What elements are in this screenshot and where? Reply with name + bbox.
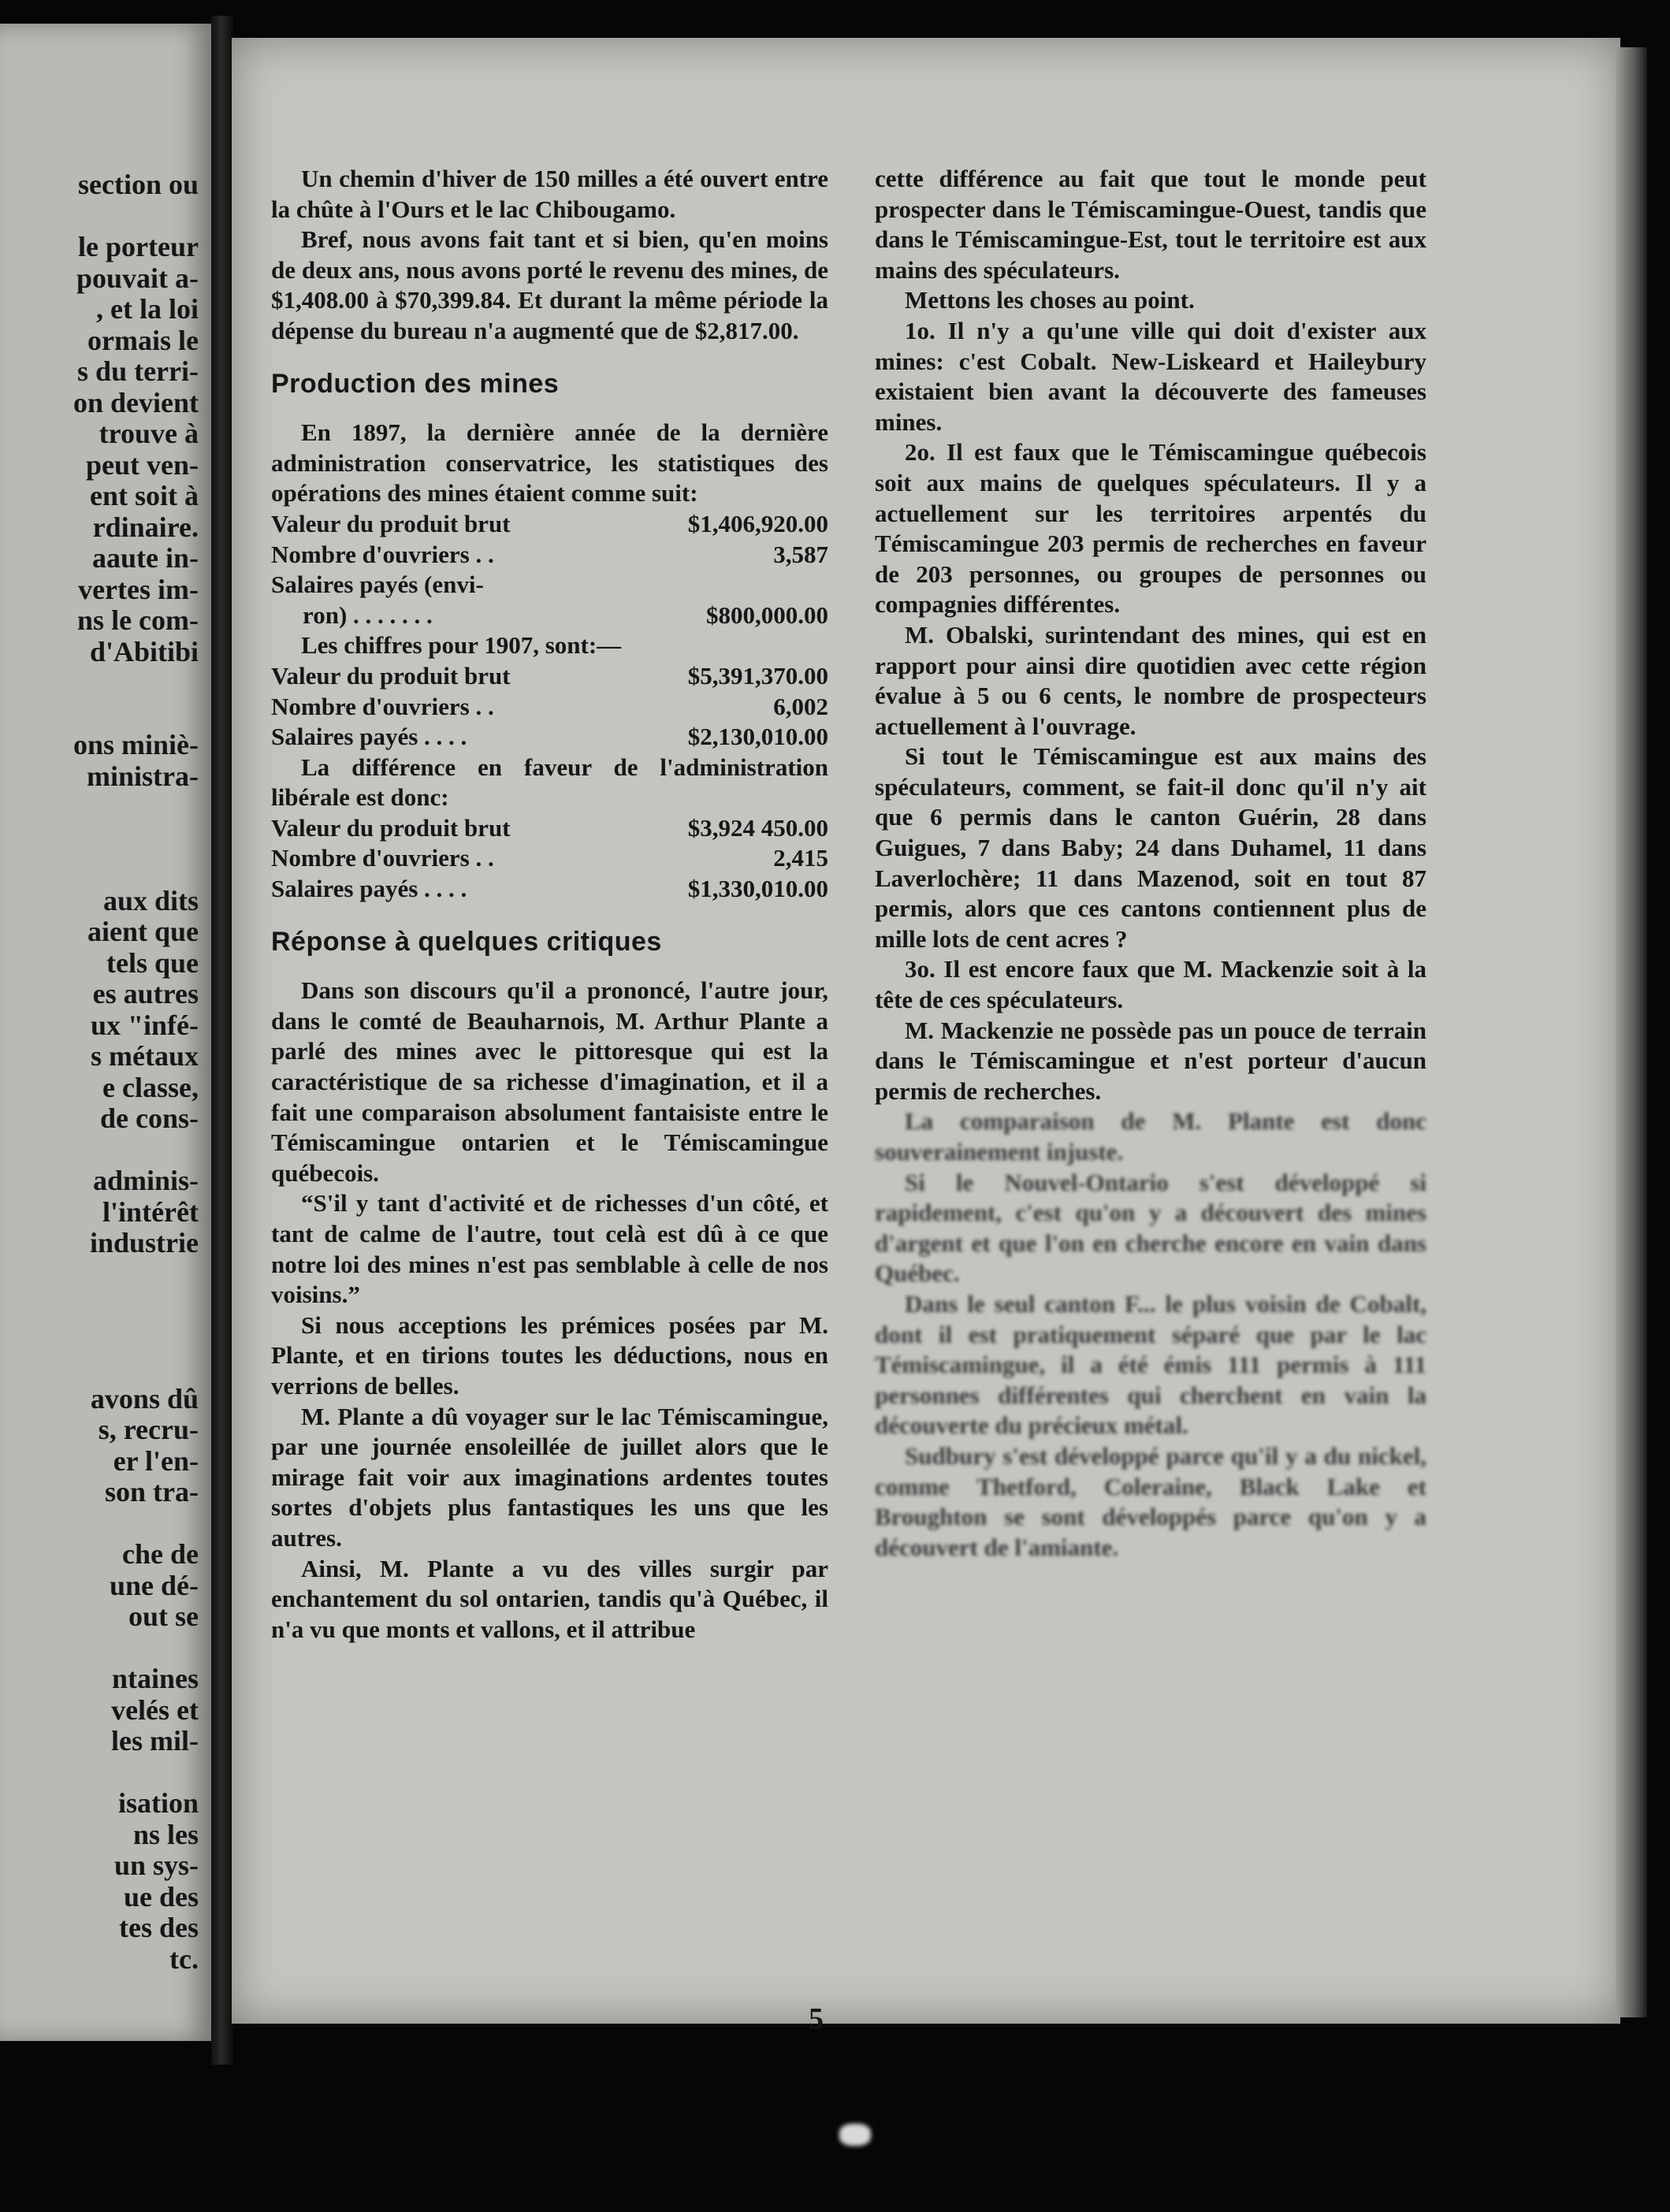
- left-fragment-line: peut ven-: [86, 448, 199, 481]
- left-fragment-line: che de: [122, 1538, 199, 1570]
- stat-label: ron) . . . . . . .: [303, 600, 433, 629]
- stat-value: 2,415: [773, 844, 828, 872]
- left-fragment-line: de cons-: [100, 1102, 199, 1134]
- paragraph: M. Plante a dû voyager sur le lac Témiscamingue, par une journée ensoleillée de juillet alors que le mirage fait voir aux imaginations ardentes toutes sortes d'objets plus fantastiques les uns que les autres.: [271, 1402, 828, 1552]
- paragraph: 2o. Il est faux que le Témiscamingue québecois soit aux mains de quelques spéculateurs. Il y a actuellement sur les territoires arpentés du Témiscamingue 203 permis de recherches en faveur de 203 personnes, ou groupes de personnes ou compagnies différentes.: [875, 438, 1426, 619]
- paragraph: cette différence au fait que tout le monde peut prospecter dans le Témiscamingue-Ouest, tandis que dans le Témiscamingue-Est, tout le territoire est aux mains des spéculateurs.: [875, 165, 1426, 284]
- stat-row: [271, 874, 828, 905]
- left-fragment-line: [0, 1757, 199, 1789]
- left-fragment-line: ormais le: [87, 324, 199, 356]
- left-fragment-line: ministra-: [87, 760, 199, 792]
- left-fragment-line: trouve à: [99, 418, 199, 449]
- left-fragment-line: section ou: [78, 169, 199, 200]
- stat-value: 6,002: [773, 692, 828, 720]
- stat-label: Nombre d'ouvriers . .: [271, 692, 494, 720]
- stat-row: [271, 600, 828, 631]
- binding-gutter: [211, 16, 233, 2065]
- stat-label: Nombre d'ouvriers . .: [271, 844, 494, 872]
- left-fragment-line: ons miniè-: [73, 729, 199, 760]
- stat-row: [271, 692, 828, 723]
- stat-value: $1,406,920.00: [687, 509, 828, 537]
- stat-label: Valeur du produit brut: [271, 813, 511, 842]
- left-fragment-line: industrie: [89, 1227, 199, 1258]
- left-fragment-line: [0, 1633, 199, 1664]
- stats-table-1907: [271, 661, 828, 753]
- left-fragment-line: [0, 667, 199, 699]
- left-fragment-line: out se: [128, 1600, 199, 1632]
- stat-label: Salaires payés (envi-: [271, 571, 484, 599]
- stat-value: 3,587: [773, 540, 828, 568]
- left-page-text: [0, 169, 199, 1975]
- stat-row: [271, 540, 828, 571]
- left-fragment-line: [0, 1135, 199, 1166]
- paragraph: Un chemin d'hiver de 150 milles a été ouvert entre la chûte à l'Ours et le lac Chibougamo.: [271, 165, 828, 223]
- paragraph: Bref, nous avons fait tant et si bien, qu'en moins de deux ans, nous avons porté le revenu des mines, de $1,408.00 à $70,399.84. Et durant la même période la dépense du bureau n'a augmenté que de $2,817.00.: [271, 225, 828, 344]
- stat-row: [271, 813, 828, 844]
- paragraph: En 1897, la dernière année de la dernière administration conservatrice, les statistiques des opérations des mines étaient comme suit:: [271, 418, 828, 507]
- left-fragment-line: [0, 1259, 199, 1291]
- section-heading: Réponse à quelques critiques: [271, 926, 662, 957]
- left-fragment-line: [0, 1508, 199, 1540]
- paragraph: 3o. Il est encore faux que M. Mackenzie soit à la tête de ces spéculateurs.: [875, 955, 1426, 1014]
- left-fragment-line: , et la loi: [96, 293, 199, 325]
- left-fragment-line: un sys-: [113, 1850, 199, 1881]
- paragraph: “S'il y tant d'activité et de richesses d'un côté, et tant de calme de l'autre, tout celà est dû à ce que notre loi des mines n'est pas semblable à celle de nos voisins.”: [271, 1189, 828, 1309]
- left-fragment-line: es autres: [92, 978, 199, 1009]
- left-fragment-line: s métaux: [91, 1040, 199, 1072]
- left-fragment-line: [0, 854, 199, 886]
- left-fragment-line: s du terri-: [77, 355, 199, 387]
- paragraph: Les chiffres pour 1907, sont:—: [301, 631, 622, 660]
- stat-row: [271, 661, 828, 692]
- left-fragment-line: tels que: [106, 946, 199, 979]
- left-fragment-line: tes des: [119, 1912, 199, 1943]
- stat-row: [271, 509, 828, 540]
- paragraph: Sudbury s'est développé parce qu'il y a du nickel, comme Thetford, Coleraine, Black Lake et Broughton se sont développés parce qu'on y a découvert de l'amiante.: [875, 1441, 1426, 1561]
- left-fragment-line: son tra-: [105, 1476, 199, 1508]
- paragraph: 1o. Il n'y a qu'une ville qui doit d'exister aux mines: c'est Cobalt. New-Liskeard et Haileybury existaient bien avant la découverte des fameuses mines.: [875, 316, 1426, 436]
- left-fragment-line: [0, 201, 199, 232]
- left-fragment-line: aux dits: [102, 884, 199, 916]
- left-page-fragment: [0, 24, 213, 2041]
- stat-label: Nombre d'ouvriers . .: [271, 540, 494, 568]
- stat-value: $2,130,010.00: [687, 723, 828, 751]
- left-fragment-line: tc.: [169, 1942, 199, 1975]
- left-fragment-line: pouvait a-: [76, 262, 199, 294]
- left-fragment-line: velés et: [111, 1693, 199, 1726]
- left-fragment-line: [0, 699, 199, 731]
- left-fragment-line: [0, 1322, 199, 1353]
- paragraph: Mettons les choses au point.: [905, 286, 1195, 314]
- left-fragment-line: l'intérêt: [102, 1195, 199, 1228]
- left-fragment-line: rdinaire.: [92, 511, 199, 543]
- left-fragment-line: er l'en-: [113, 1444, 199, 1477]
- page-edge: [1616, 47, 1647, 2017]
- stat-value: $800,000.00: [706, 600, 828, 629]
- left-fragment-line: ntaines: [111, 1663, 199, 1694]
- left-fragment-line: ue des: [123, 1880, 199, 1913]
- paragraph: Ainsi, M. Plante a vu des villes surgir par enchantement du sol ontarien, tandis qu'à Québec, il n'a vu que monts et vallons, et il attribue: [271, 1554, 828, 1643]
- left-fragment-line: isation: [117, 1787, 199, 1819]
- stat-row: [271, 722, 828, 753]
- stat-value: $5,391,370.00: [687, 661, 828, 690]
- left-fragment-line: d'Abitibi: [89, 635, 199, 667]
- left-fragment-line: [0, 823, 199, 855]
- paragraph: La comparaison de M. Plante est donc souverainement injuste.: [875, 1107, 1426, 1165]
- paragraph: M. Obalski, surintendant des mines, qui est en rapport pour ainsi dire quotidien avec cette région évalue à 5 ou 6 cents, le nombre de prospecteurs actuellement à l'ouvrage.: [875, 620, 1426, 740]
- stat-row: [271, 570, 828, 600]
- left-fragment-line: vertes im-: [78, 573, 199, 605]
- left-fragment-line: s, recru-: [98, 1414, 199, 1445]
- left-fragment-line: ent soit à: [90, 480, 199, 511]
- stats-table-difference: [271, 813, 828, 905]
- left-fragment-line: ns les: [132, 1818, 199, 1850]
- left-fragment-line: avons dû: [90, 1382, 199, 1415]
- left-fragment-line: on devient: [73, 386, 199, 418]
- column-left: [271, 164, 828, 1645]
- paragraph: La différence en faveur de l'administration libérale est donc:: [271, 753, 828, 812]
- paragraph: M. Mackenzie ne possède pas un pouce de terrain dans le Témiscamingue et n'est porteur d'aucun permis de recherches.: [875, 1016, 1426, 1105]
- column-right: [875, 164, 1426, 1563]
- left-fragment-line: aient que: [87, 916, 199, 947]
- paragraph: Si tout le Témiscamingue est aux mains des spéculateurs, comment, se fait-il donc qu'il n'y ait que 6 permis dans le canton Guérin, 28 dans Guigues, 7 dans Baby; 24 dans Duhamel, 11 dans Laverlochère; 11 dans Mazenod, soit en tout 87 permis, alors que ces cantons contiennent plus de mille lots de cent acres ?: [875, 742, 1426, 953]
- page-number: 5: [809, 2002, 824, 2035]
- stat-label: Salaires payés . . . .: [271, 875, 467, 903]
- stat-row: [271, 843, 828, 874]
- paragraph: Si nous acceptions les prémices posées par M. Plante, et en tirions toutes les déductions, nous en verrions de belles.: [271, 1310, 828, 1400]
- scan-speck: [839, 2124, 871, 2146]
- left-fragment-line: [0, 1352, 199, 1384]
- section-heading: Production des mines: [271, 368, 560, 399]
- stat-value: $1,330,010.00: [687, 875, 828, 903]
- left-fragment-line: ns le com-: [77, 604, 199, 636]
- left-fragment-line: adminis-: [92, 1165, 199, 1196]
- paragraph: Dans le seul canton F... le plus voisin de Cobalt, dont il est pratiquement séparé que par le lac Témiscamingue, il a été émis 111 permis à 111 personnes différentes qui cherchent en vain la découverte du précieux métal.: [875, 1289, 1426, 1440]
- left-fragment-line: une dé-: [109, 1569, 199, 1601]
- stat-label: Salaires payés . . . .: [271, 723, 467, 751]
- left-fragment-line: [0, 1290, 199, 1322]
- paragraph: Dans son discours qu'il a prononcé, l'autre jour, dans le comté de Beauharnois, M. Arthur Plante a parlé des mines avec le pittoresque qui est la caractéristique de sa richesse d'imagination, et il a fait une comparaison absolument fantaisiste entre le Témiscamingue ontarien et le Témiscamingue québecois.: [271, 976, 828, 1187]
- stats-table-1897: [271, 509, 828, 630]
- stat-label: Valeur du produit brut: [271, 661, 511, 690]
- stat-label: Valeur du produit brut: [271, 509, 511, 537]
- left-fragment-line: e classe,: [102, 1071, 199, 1103]
- stat-value: $3,924 450.00: [687, 813, 828, 842]
- left-fragment-line: [0, 792, 199, 823]
- left-fragment-line: les mil-: [111, 1725, 199, 1757]
- left-fragment-line: aaute in-: [92, 542, 199, 574]
- paragraph: Si le Nouvel-Ontario s'est développé si rapidement, c'est qu'on y a découvert des mines d'argent et que l'on en cherche encore en vain dans Québec.: [875, 1168, 1426, 1288]
- left-fragment-line: ux "infé-: [91, 1009, 199, 1041]
- left-fragment-line: le porteur: [78, 231, 199, 262]
